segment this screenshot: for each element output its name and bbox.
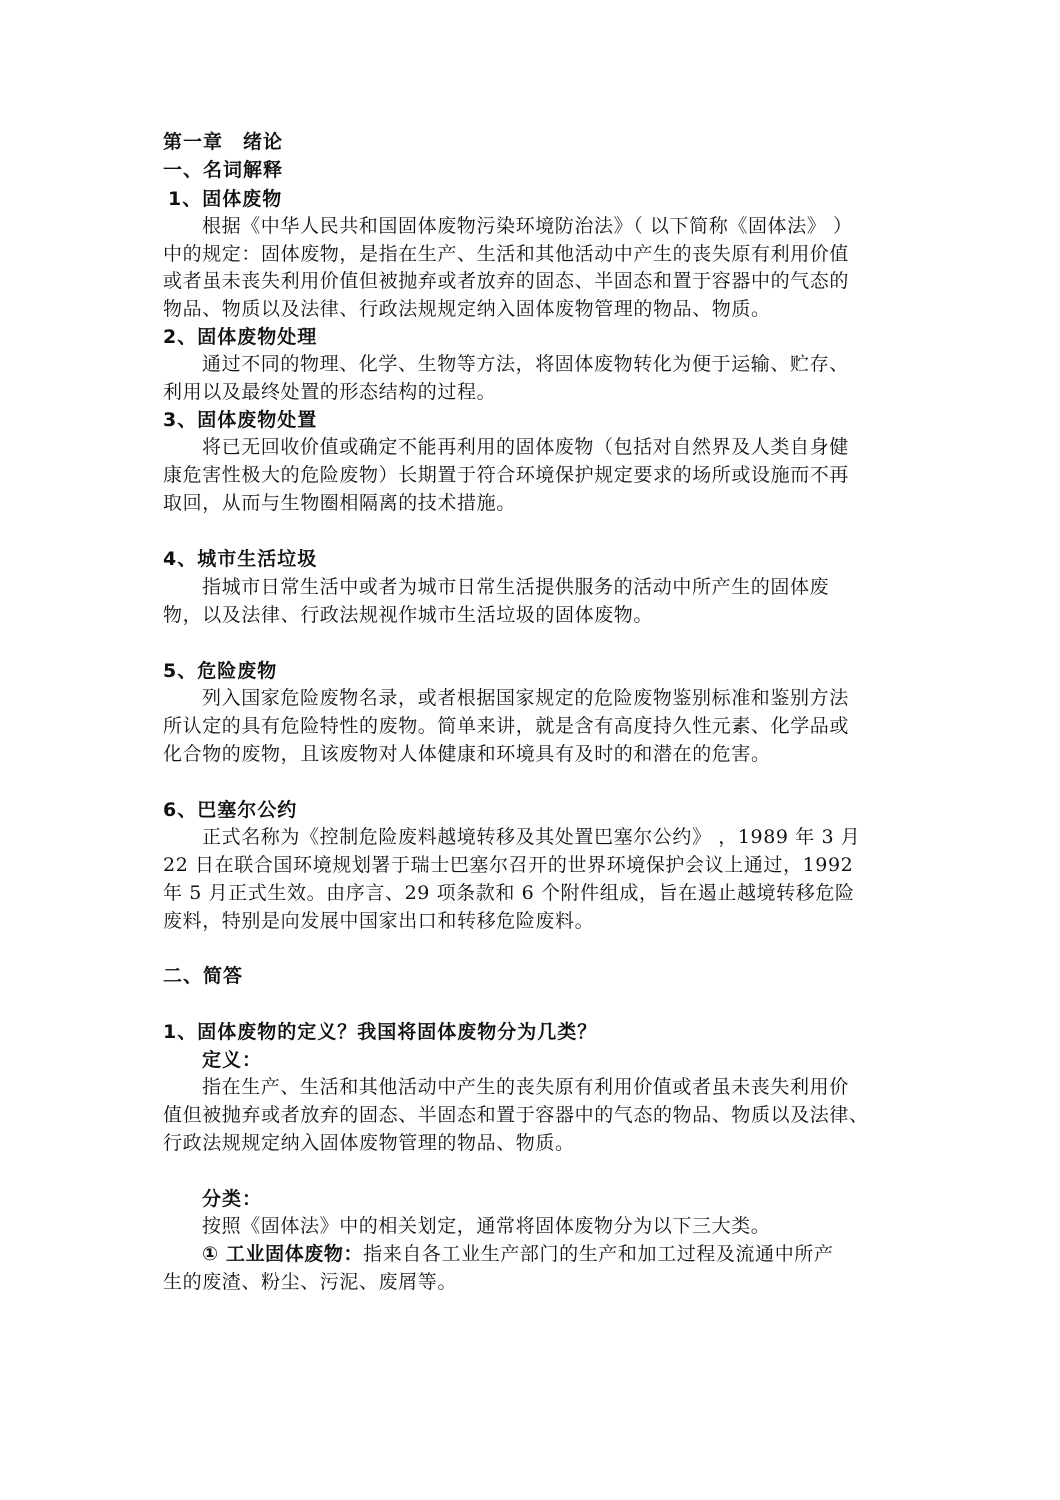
term-text-line: 物品、物质以及法律、行政法规规定纳入固体废物管理的物品、物质。 xyxy=(163,298,771,320)
term-title-disposal: 3、固体废物处置 xyxy=(163,409,318,431)
term-text-line: 根据《中华人民共和国固体废物污染环境防治法》（ 以下简称《固体法》 ） xyxy=(202,215,853,237)
term-text-line: 列入国家危险废物名录，或者根据国家规定的危险废物鉴别标准和鉴别方法 xyxy=(202,687,849,709)
question-title: 1、固体废物的定义？我国将固体废物分为几类？ xyxy=(163,1021,598,1043)
classification-label: 分类： xyxy=(202,1188,263,1210)
definition-text-line: 值但被抛弃或者放弃的固态、半固态和置于容器中的气态的物品、物质以及法律、 xyxy=(163,1104,869,1126)
term-text-line: 指城市日常生活中或者为城市日常生活提供服务的活动中所产生的固体废 xyxy=(202,576,830,598)
term-text-line: 年 5 月正式生效。由序言、29 项条款和 6 个附件组成，旨在遏止越境转移危险 xyxy=(163,882,855,904)
term-title-solid-waste: 1、固体废物 xyxy=(168,188,283,210)
chapter-title: 第一章 绪论 xyxy=(163,131,284,153)
classification-item-continuation: 生的废渣、粉尘、污泥、废屑等。 xyxy=(163,1271,458,1293)
term-text-line: 所认定的具有危险特性的废物。简单来讲，就是含有高度持久性元素、化学品或 xyxy=(163,715,850,737)
term-text-line: 正式名称为《控制危险废料越境转移及其处置巴塞尔公约》 ，1989 年 3 月 xyxy=(202,826,861,848)
term-text-line: 将已无回收价值或确定不能再利用的固体废物（包括对自然界及人类自身健 xyxy=(202,436,849,458)
classification-intro: 按照《固体法》中的相关划定，通常将固体废物分为以下三大类。 xyxy=(202,1215,771,1237)
term-text-line: 废料，特别是向发展中国家出口和转移危险废料。 xyxy=(163,910,595,932)
term-text-line: 中的规定：固体废物，是指在生产、生活和其他活动中产生的丧失原有利用价值 xyxy=(163,243,850,265)
term-text-line: 22 日在联合国环境规划署于瑞士巴塞尔召开的世界环境保护会议上通过，1992 xyxy=(163,854,854,876)
term-text-line: 或者虽未丧失利用价值但被抛弃或者放弃的固态、半固态和置于容器中的气态的 xyxy=(163,270,850,292)
section-heading-definitions: 一、名词解释 xyxy=(163,159,284,181)
term-text-line: 化合物的废物，且该废物对人体健康和环境具有及时的和潜在的危害。 xyxy=(163,743,771,765)
term-text-line: 通过不同的物理、化学、生物等方法，将固体废物转化为便于运输、贮存、 xyxy=(202,353,849,375)
term-title-hazardous-waste: 5、危险废物 xyxy=(163,660,278,682)
term-title-municipal-waste: 4、城市生活垃圾 xyxy=(163,548,318,570)
term-title-treatment: 2、固体废物处理 xyxy=(163,326,318,348)
classification-item-industrial xyxy=(202,1240,942,1268)
section-heading-short-answer: 二、简答 xyxy=(163,965,244,987)
term-text-line: 利用以及最终处置的形态结构的过程。 xyxy=(163,381,497,403)
classification-item-text: 指来自各工业生产部门的生产和加工过程及流通中所产 xyxy=(363,1243,834,1265)
classification-item-label: ① 工业固体废物： xyxy=(202,1243,364,1265)
term-title-basel-convention: 6、巴塞尔公约 xyxy=(163,799,298,821)
definition-text-line: 行政法规规定纳入固体废物管理的物品、物质。 xyxy=(163,1132,575,1154)
definition-label: 定义： xyxy=(202,1049,263,1071)
definition-text-line: 指在生产、生活和其他活动中产生的丧失原有利用价值或者虽未丧失利用价 xyxy=(202,1076,849,1098)
term-text-line: 康危害性极大的危险废物）长期置于符合环境保护规定要求的场所或设施而不再 xyxy=(163,464,850,486)
term-text-line: 取回，从而与生物圈相隔离的技术措施。 xyxy=(163,492,516,514)
term-text-line: 物，以及法律、行政法规视作城市生活垃圾的固体废物。 xyxy=(163,604,654,626)
